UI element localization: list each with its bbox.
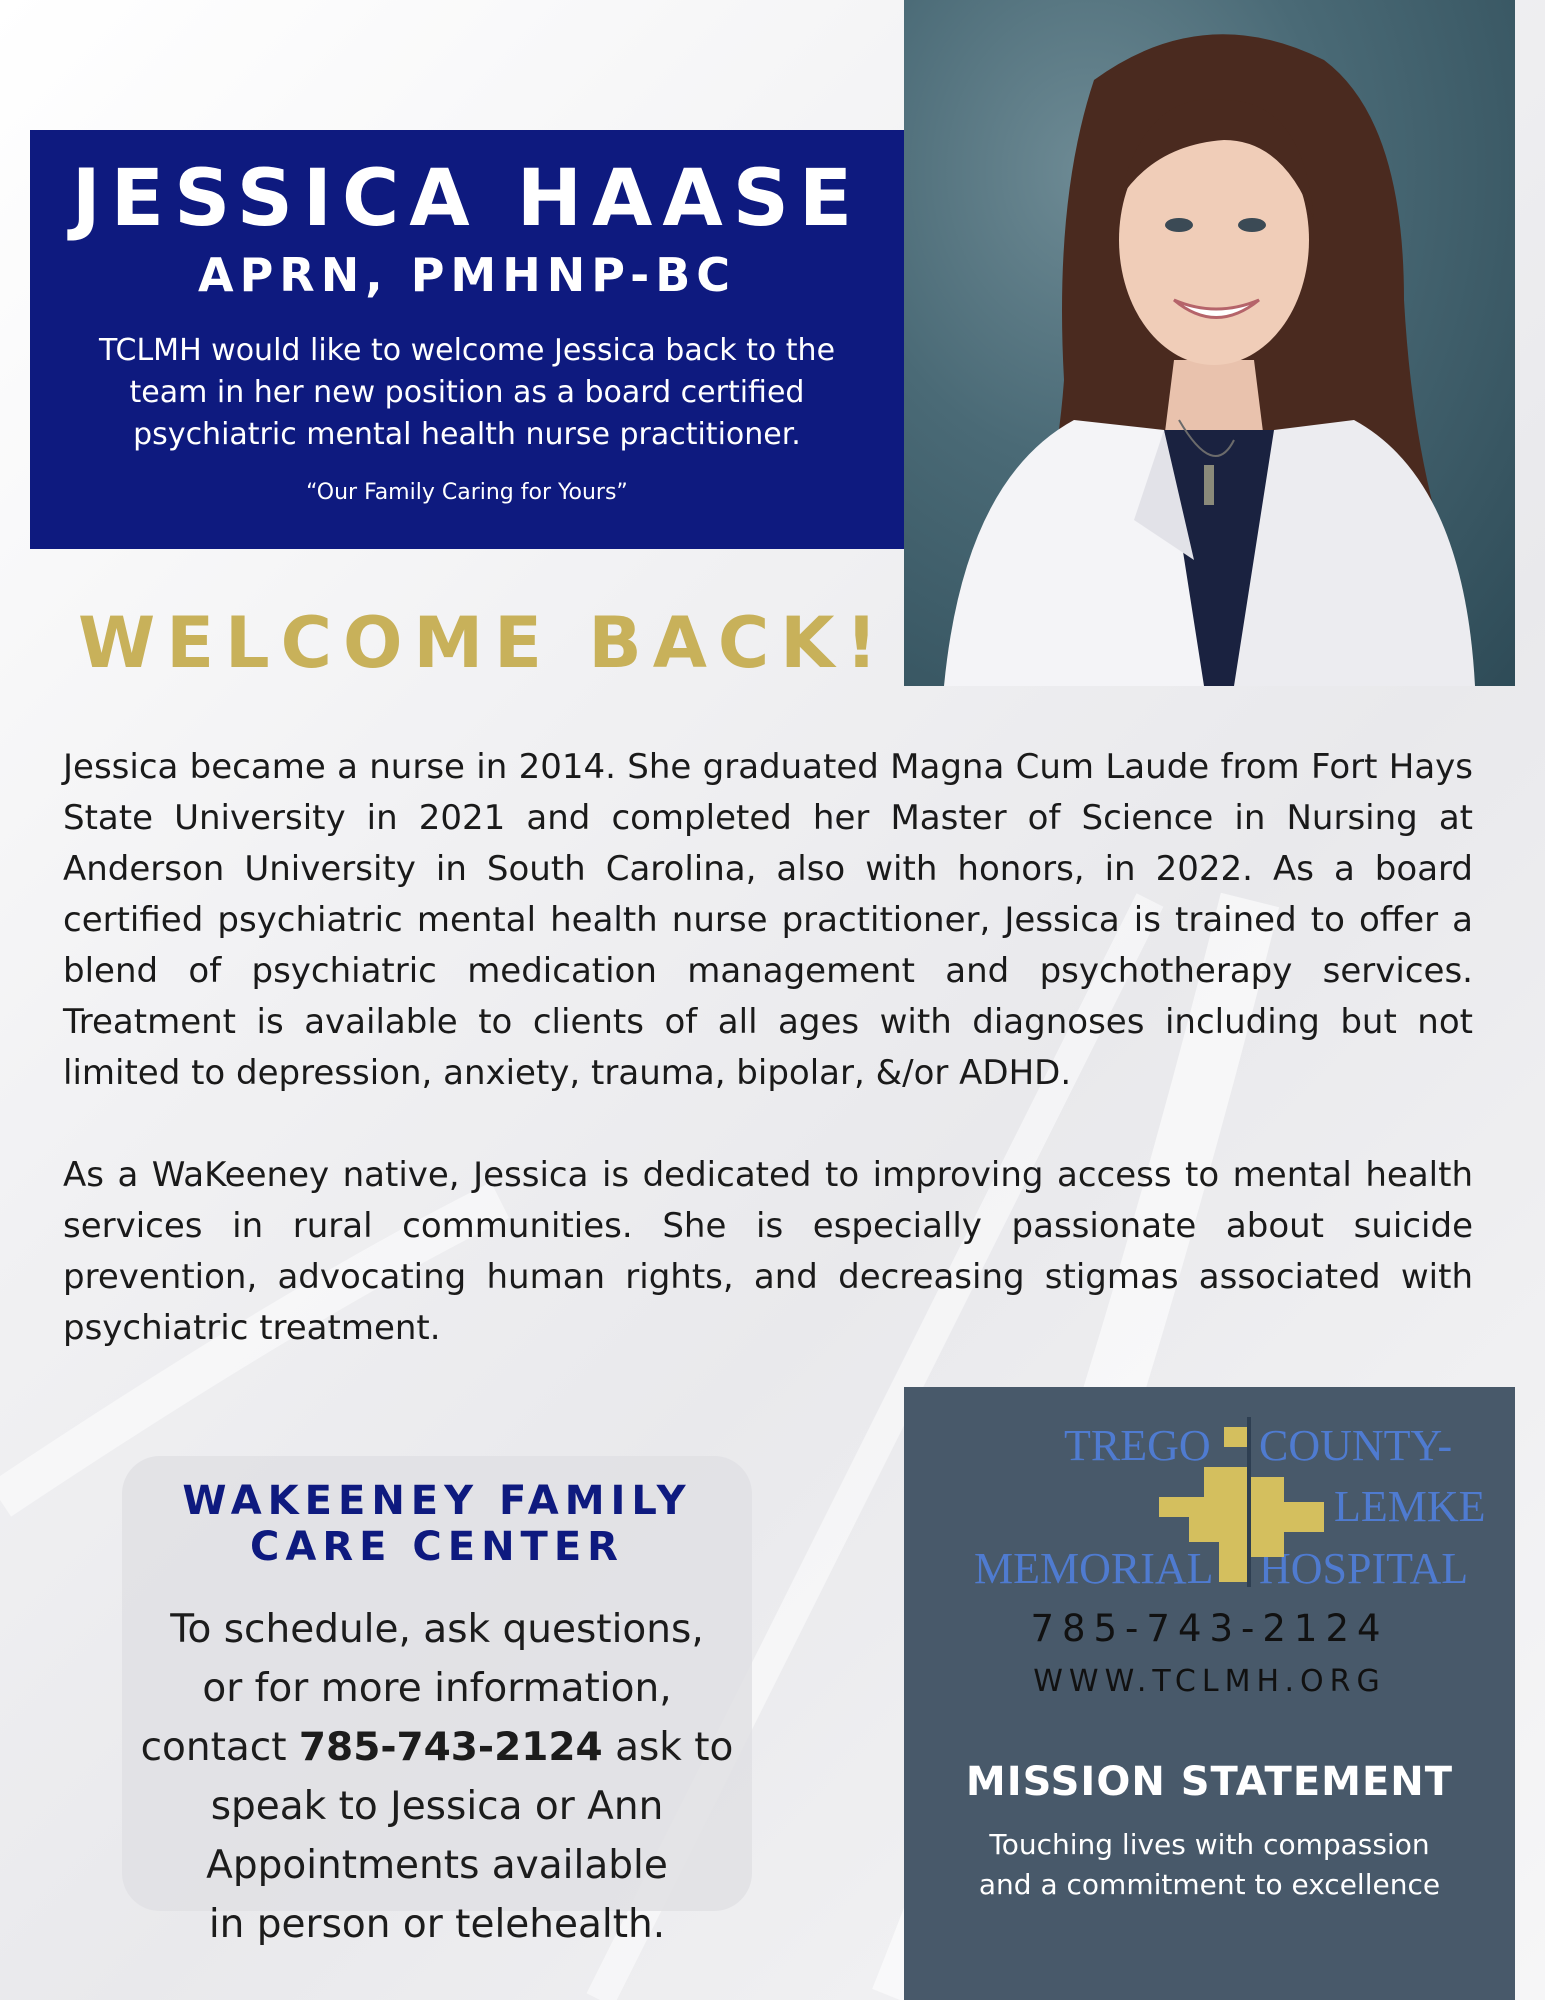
contact-card [122, 1456, 752, 1947]
logo-word: LEMKE [1334, 1482, 1486, 1531]
contact-line-text: ask to [602, 1725, 734, 1770]
provider-portrait [904, 0, 1515, 686]
provider-credentials: APRN, PMHNP-BC [197, 248, 737, 302]
hospital-logo [904, 1387, 1515, 1597]
intro-line: team in her new position as a board certified [129, 375, 805, 410]
motto: “Our Family Caring for Yours” [306, 480, 628, 505]
contact-line: in person or telehealth. [208, 1902, 666, 1947]
portrait-illustration [904, 0, 1515, 686]
contact-title-line: CARE CENTER [250, 1524, 624, 1570]
welcome-heading: WELCOME BACK! [78, 602, 889, 684]
logo-word: TREGO [1064, 1421, 1211, 1470]
mission-text [904, 1825, 1515, 1905]
contact-line: To schedule, ask questions, [170, 1607, 704, 1652]
logo-word: HOSPITAL [1259, 1544, 1469, 1593]
contact-title-line: WAKEENEY FAMILY [182, 1478, 692, 1524]
provider-name: JESSICA HAASE [71, 154, 863, 244]
contact-line [122, 1718, 752, 1777]
intro-text [40, 330, 894, 456]
mission-line: and a commitment to excellence [978, 1868, 1441, 1901]
intro-line: psychiatric mental health nurse practitioner. [133, 417, 801, 452]
mission-line: Touching lives with compassion [989, 1828, 1430, 1861]
contact-title [122, 1478, 752, 1570]
logo-cross-icon [904, 1387, 1515, 1597]
mission-title: MISSION STATEMENT [965, 1759, 1454, 1805]
header-banner [30, 130, 904, 549]
bio-paragraph: Jessica became a nurse in 2014. She graduated Magna Cum Laude from Fort Hays State University in 2021 and completed her Master of Science in Nursing at Anderson University in South Carolina, also with honors, in 2022. As a board certified psychiatric mental health nurse practitioner, Jessica is trained to offer a blend of psychiatric medication management and psychotherapy services. Treatment is available to clients of all ages with diagnoses including but not limited to depression, anxiety, trauma, bipolar, &/or ADHD. [63, 747, 1473, 1093]
hospital-info-panel [904, 1387, 1515, 2000]
contact-line: Appointments available [206, 1843, 668, 1888]
contact-line-text: contact [140, 1725, 299, 1770]
contact-line: speak to Jessica or Ann [210, 1784, 664, 1829]
contact-line: or for more information, [202, 1666, 672, 1711]
logo-word: COUNTY- [1259, 1421, 1453, 1470]
hospital-phone[interactable]: 785-743-2124 [1030, 1607, 1389, 1650]
bio-paragraph: As a WaKeeney native, Jessica is dedicated to improving access to mental health services in rural communities. She is especially passionate about suicide prevention, advocating human rights, and decreasing stigmas associated with psychiatric treatment. [63, 1155, 1473, 1348]
logo-word: MEMORIAL [974, 1544, 1214, 1593]
bio-text [63, 742, 1473, 1405]
contact-text [122, 1600, 752, 1954]
hospital-website[interactable]: WWW.TCLMH.ORG [1033, 1664, 1386, 1699]
contact-phone[interactable]: 785-743-2124 [298, 1725, 603, 1770]
intro-line: TCLMH would like to welcome Jessica back to the [98, 333, 836, 368]
